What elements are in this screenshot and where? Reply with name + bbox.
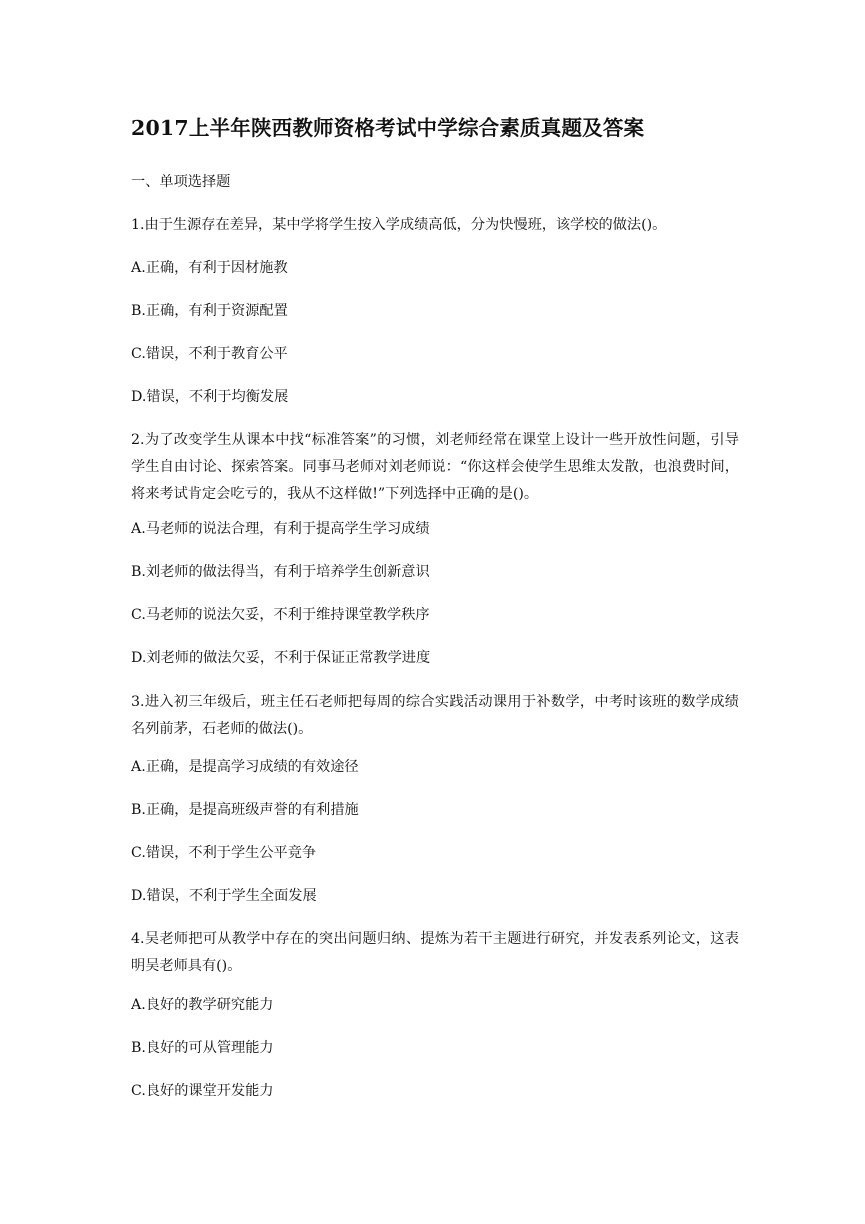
question-2-option-b: B.刘老师的做法得当，有利于培养学生创新意识 (131, 564, 430, 580)
question-2-option-c: C.马老师的说法欠妥，不利于维持课堂教学秩序 (131, 607, 430, 623)
question-4-option-a: A.良好的教学研究能力 (131, 997, 274, 1013)
question-4-stem: 4.吴老师把可从教学中存在的突出问题归纳、提炼为若干主题进行研究，并发表系列论文，这表明吴老师具有()。 (131, 931, 739, 974)
question-2-stem: 2.为了改变学生从课本中找“标准答案”的习惯，刘老师经常在课堂上设计一些开放性问题，引导学生自由讨论、探索答案。同事马老师对刘老师说：“你这样会使学生思维太发散，也浪费时间，将来考试肯定会吃亏的，我从不这样做!”下列选择中正确的是()。 (131, 432, 739, 502)
page-title: 2017上半年陕西教师资格考试中学综合素质真题及答案 (131, 116, 645, 140)
question-3-stem: 3.进入初三年级后，班主任石老师把每周的综合实践活动课用于补数学，中考时该班的数学成绩名列前茅，石老师的做法()。 (131, 694, 739, 737)
question-2-option-a: A.马老师的说法合理，有利于提高学生学习成绩 (131, 521, 430, 537)
question-3-option-a: A.正确，是提高学习成绩的有效途径 (131, 759, 359, 775)
question-4-option-c: C.良好的课堂开发能力 (131, 1083, 274, 1099)
question-1-stem: 1.由于生源存在差异，某中学将学生按入学成绩高低，分为快慢班，该学校的做法()。 (131, 217, 667, 233)
question-1-option-b: B.正确，有利于资源配置 (131, 303, 288, 319)
question-1-option-d: D.错误，不利于均衡发展 (131, 389, 289, 405)
question-4-option-b: B.良好的可从管理能力 (131, 1040, 274, 1056)
question-1-option-a: A.正确，有利于因材施教 (131, 260, 288, 276)
question-1-option-c: C.错误，不利于教育公平 (131, 346, 288, 362)
question-3-option-d: D.错误，不利于学生全面发展 (131, 888, 317, 904)
section-heading: 一、单项选择题 (131, 174, 231, 190)
question-2-option-d: D.刘老师的做法欠妥，不利于保证正常教学进度 (131, 650, 431, 666)
question-3-option-b: B.正确，是提高班级声誉的有利措施 (131, 802, 359, 818)
question-3-option-c: C.错误，不利于学生公平竞争 (131, 845, 317, 861)
